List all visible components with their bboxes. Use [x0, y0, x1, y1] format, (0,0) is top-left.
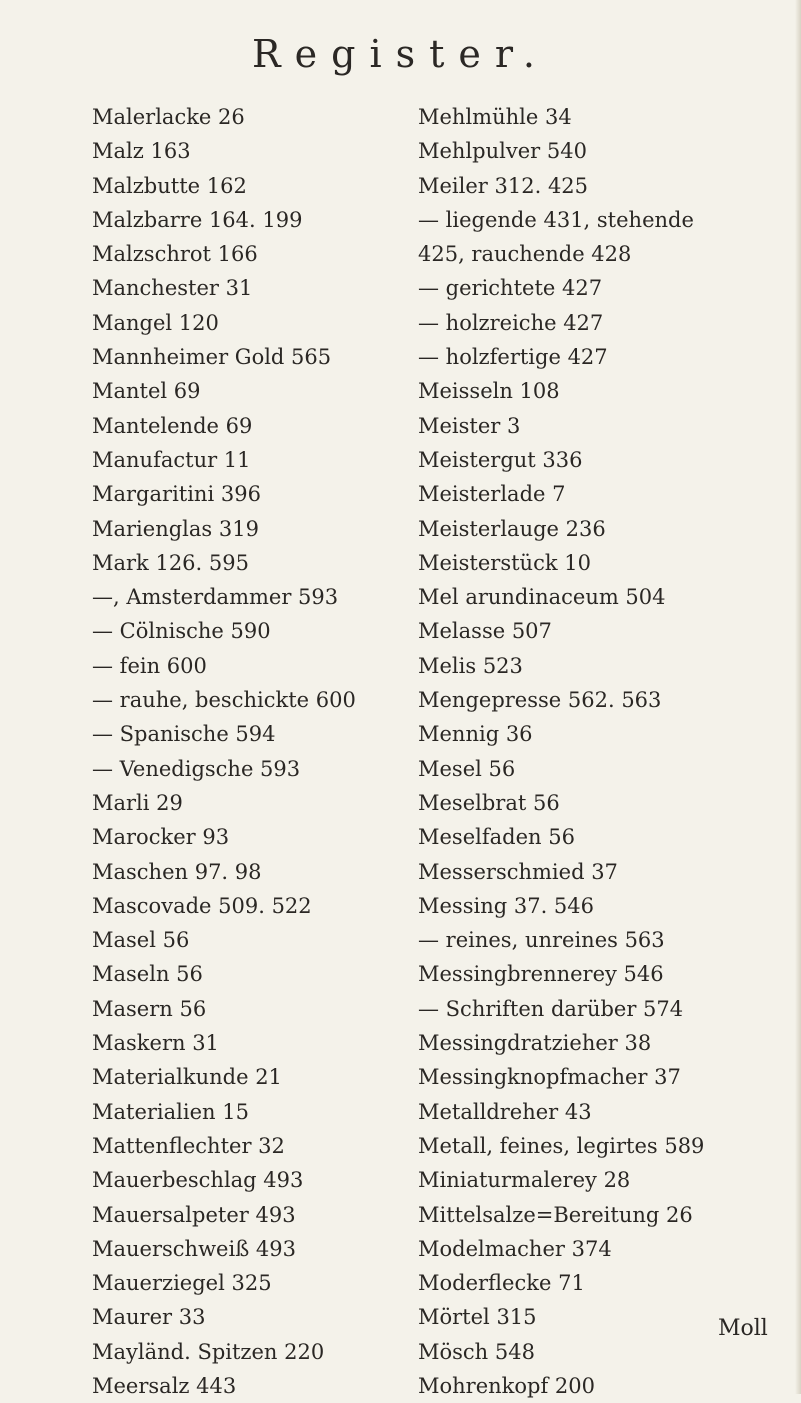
index-entry: Mannheimer Gold 565 [92, 345, 332, 370]
index-entry: Malerlacke 26 [92, 105, 245, 129]
index-entry: Meersalz 443 [92, 1373, 237, 1398]
index-entry: Messingdratzieher 38 [418, 1031, 652, 1056]
index-entry: Malzbutte 162 [92, 173, 247, 198]
index-entry: Mantel 69 [92, 379, 201, 404]
index-entry: Messing 37. 546 [418, 893, 594, 918]
index-entry: —, Amsterdammer 593 [92, 585, 339, 610]
index-entry: Maskern 31 [92, 1031, 219, 1056]
index-entry: Meselbrat 56 [418, 790, 560, 815]
index-entry: Malzbarre 164. 199 [92, 207, 303, 232]
index-entry: Mösch 548 [418, 1339, 535, 1364]
index-entry: Mauerschweiß 493 [92, 1236, 296, 1261]
index-entry: Manufactur 11 [92, 447, 251, 472]
index-entry: Mauersalpeter 493 [92, 1202, 296, 1227]
index-entry: — fein 600 [92, 653, 207, 678]
index-entry: Margaritini 396 [92, 482, 261, 507]
index-entry: Messingknopfmacher 37 [418, 1065, 681, 1090]
index-entry: Malzschrot 166 [92, 242, 258, 267]
index-entry: — rauhe, beschickte 600 [92, 688, 356, 713]
index-entry: — holzreiche 427 [418, 310, 604, 335]
index-entry: Mauerbeschlag 493 [92, 1168, 304, 1193]
index-entry: Melis 523 [418, 653, 523, 678]
index-entry: Meisterstück 10 [418, 550, 591, 575]
index-entry: Mascovade 509. 522 [92, 893, 312, 918]
index-entry: Meister 3 [418, 413, 521, 438]
index-entry: — Spanische 594 [92, 722, 276, 747]
index-entry: Mayländ. Spitzen 220 [92, 1339, 325, 1364]
index-entry: — holzfertige 427 [418, 345, 608, 370]
index-entry: — gerichtete 427 [418, 276, 603, 301]
index-entry: Mittelsalze=Bereitung 26 [418, 1202, 693, 1227]
index-entry: Maurer 33 [92, 1305, 206, 1330]
index-entry: — Venedigsche 593 [92, 756, 301, 781]
left-index-column [92, 100, 422, 1403]
index-entry: Mengepresse 562. 563 [418, 688, 662, 713]
index-entry: Mörtel 315 [418, 1305, 537, 1330]
index-entry: Materialkunde 21 [92, 1065, 282, 1090]
index-entry: Messingbrennerey 546 [418, 962, 664, 987]
index-entry: Materialien 15 [92, 1099, 249, 1124]
index-entry: Modelmacher 374 [418, 1236, 612, 1261]
index-entry: Mantelende 69 [92, 413, 253, 438]
index-entry: Metall, feines, legirtes 589 [418, 1133, 705, 1158]
index-entry: Mattenflechter 32 [92, 1133, 285, 1158]
index-entry: Messerschmied 37 [418, 859, 618, 884]
index-entry: Malz 163 [92, 139, 191, 164]
catchword: Moll [718, 1316, 768, 1341]
index-entry: Mark 126. 595 [92, 550, 249, 575]
index-entry: Meistergut 336 [418, 447, 583, 472]
index-entry: Meiler 312. 425 [418, 173, 589, 198]
index-entry: 425, rauchende 428 [418, 242, 632, 267]
index-entry: Marli 29 [92, 790, 183, 815]
index-entry: Mehlmühle 34 [418, 105, 572, 129]
index-entry: Manchester 31 [92, 276, 253, 301]
index-entry: Marienglas 319 [92, 516, 259, 541]
index-entry: Masel 56 [92, 928, 190, 953]
index-entry: Meisterlade 7 [418, 482, 566, 507]
index-entry: Mennig 36 [418, 722, 533, 747]
index-entry: Miniaturmalerey 28 [418, 1168, 631, 1193]
index-entry: Maseln 56 [92, 962, 203, 987]
index-entry: — Schriften darüber 574 [418, 996, 684, 1021]
right-index-column [418, 100, 778, 1403]
index-entry: Mehlpulver 540 [418, 139, 587, 164]
index-entry: Marocker 93 [92, 825, 230, 850]
page-title: Register. [252, 32, 549, 76]
index-entry: Meisseln 108 [418, 379, 560, 404]
index-entry: — reines, unreines 563 [418, 928, 665, 953]
index-entry: Meselfaden 56 [418, 825, 575, 850]
index-entry: Mel arundinaceum 504 [418, 585, 666, 610]
index-entry: Mesel 56 [418, 756, 516, 781]
index-entry: Maschen 97. 98 [92, 859, 262, 884]
index-entry: Mangel 120 [92, 310, 219, 335]
index-entry: Masern 56 [92, 996, 207, 1021]
index-entry: Meisterlauge 236 [418, 516, 606, 541]
index-entry: Moderflecke 71 [418, 1271, 585, 1296]
page-edge [795, 0, 801, 1394]
index-entry: Mauerziegel 325 [92, 1271, 272, 1296]
index-entry: Melasse 507 [418, 619, 552, 644]
index-entry: Mohrenkopf 200 [418, 1373, 596, 1398]
index-entry: Metalldreher 43 [418, 1099, 592, 1124]
index-entry: — liegende 431, stehende [418, 207, 694, 232]
index-entry: — Cölnische 590 [92, 619, 271, 644]
